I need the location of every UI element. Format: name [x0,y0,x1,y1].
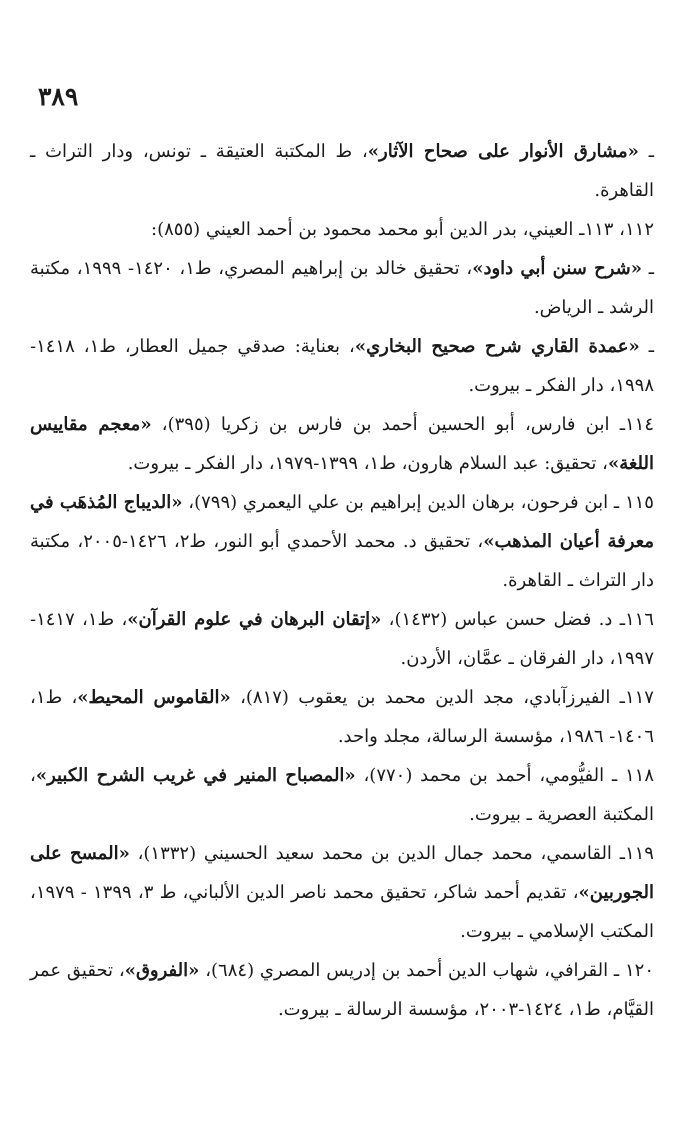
entry-text: ، ط١، ١٤١٧- ١٩٩٧، دار الفرقان ـ عمَّان، الأردن. [30,609,654,669]
entry-text: ١١٦ـ د. فضل حسن عباس (١٤٣٢)، [381,609,654,630]
book-title: «إتقان البرهان في علوم القرآن» [127,609,382,630]
book-title: «الفروق» [124,960,200,981]
bibliography-list [30,132,654,1029]
entry-text: ، تحقيق عمر القيَّام، ط١، ١٤٢٤-٢٠٠٣، مؤسسة الرسالة ـ بيروت. [30,960,654,1020]
entry-text: ١٢٠ ـ القرافي، شهاب الدين أحمد بن إدريس المصري (٦٨٤)، [199,960,654,981]
book-title: «معجم مقاييس اللغة» [30,414,654,474]
entry-text: ، ط١، ١٤٠٦- ١٩٨٦، مؤسسة الرسالة، مجلد واحد. [30,687,654,747]
bibliography-entry [30,951,654,1029]
entry-text: ١١٧ـ الفيرزآبادي، مجد الدين محمد بن يعقوب (٨١٧)، [230,687,654,708]
entry-text: ١١٥ ـ ابن فرحون، برهان الدين إبراهيم بن علي اليعمري (٧٩٩)، [182,492,654,513]
entry-text: ، تحقيق: عبد السلام هارون، ط١، ١٣٩٩-١٩٧٩، دار الفكر ـ بيروت. [127,453,608,474]
bibliography-subentry [30,132,654,210]
entry-text: ـ [638,141,654,162]
book-title: «شرح سنن أبي داود» [472,258,643,279]
bibliography-subentry [30,249,654,327]
book-title: «المصباح المنير في غريب الشرح الكبير» [35,765,356,786]
bibliography-entry [30,600,654,678]
entry-text: ١١٢، ١١٣ـ العيني، بدر الدين أبو محمد محمود بن أحمد العيني (٨٥٥): [151,219,654,240]
entry-text: ١١٨ ـ الفيُّومي، أحمد بن محمد (٧٧٠)، [355,765,654,786]
entry-text: ، تقديم أحمد شاكر، تحقيق محمد ناصر الدين الألباني، ط ٣، ١٣٩٩ - ١٩٧٩، المكتب الإسلامي ـ بيروت. [30,882,654,942]
book-title: «عمدة القاري شرح صحيح البخاري» [354,336,640,357]
bibliography-subentry [30,327,654,405]
entry-text: ، بعناية: صدقي جميل العطار، ط١، ١٤١٨- ١٩٩٨، دار الفكر ـ بيروت. [30,336,654,396]
book-title: «المسح على الجوربين» [30,843,655,903]
entry-text: ، تحقيق د. محمد الأحمدي أبو النور، ط٢، ١٤٢٦-٢٠٠٥، مكتبة دار التراث ـ القاهرة. [30,531,654,591]
entry-text: ، تحقيق خالد بن إبراهيم المصري، ط١، ١٤٢٠- ١٩٩٩، مكتبة الرشد ـ الرياض. [30,258,654,318]
bibliography-entry [30,834,654,951]
entry-text: ، المكتبة العصرية ـ بيروت. [30,765,654,825]
bibliography-entry [30,210,654,249]
book-title: «القاموس المحيط» [77,687,231,708]
entry-text: ١١٩ـ القاسمي، محمد جمال الدين بن محمد سعيد الحسيني (١٣٣٢)، [129,843,654,864]
entry-text: ـ [642,258,654,279]
page-number: ٣٨٩ [38,82,79,111]
bibliography-entry [30,483,654,600]
entry-text: ـ [639,336,654,357]
book-title: «مشارق الأنوار على صحاح الآثار» [367,141,639,162]
book-title: «الديباج المُذهَب في معرفة أعيان المذهب» [30,492,654,552]
entry-text: ، ط المكتبة العتيقة ـ تونس، ودار التراث ـ القاهرة. [30,141,654,201]
bibliography-entry [30,678,654,756]
bibliography-entry [30,756,654,834]
bibliography-entry [30,405,654,483]
entry-text: ١١٤ـ ابن فارس، أبو الحسين أحمد بن فارس بن زكريا (٣٩٥)، [151,414,654,435]
